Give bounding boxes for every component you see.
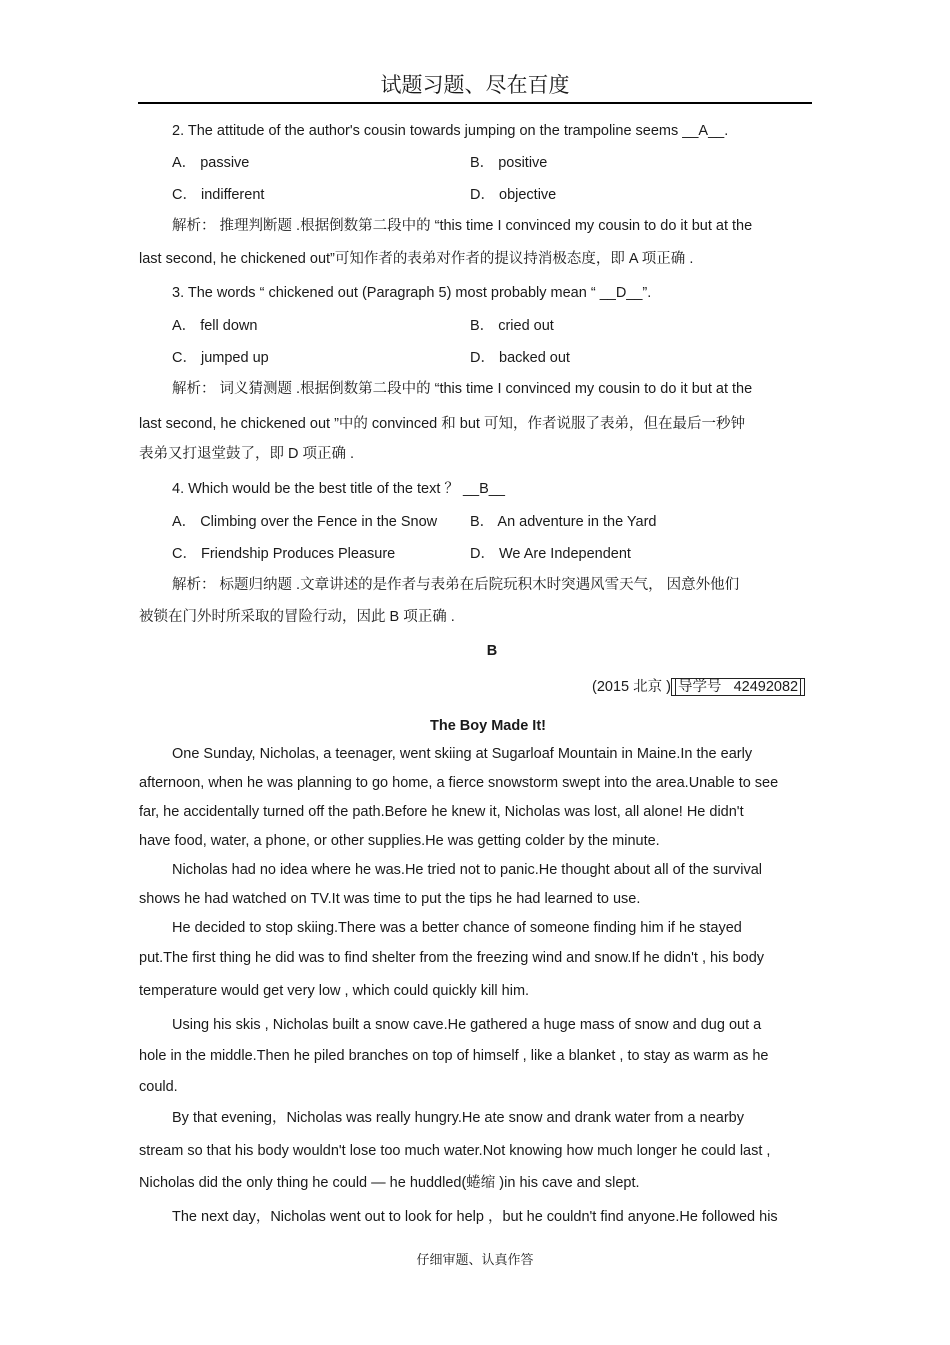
passage-line: put.The first thing he did was to find shelter from the freezing wind and snow.If he didn't , his body: [139, 950, 765, 966]
question-2-analysis-line-2: last second, he chickened out”可知作者的表弟对作者的提议持消极态度，即 A 项正确 .: [139, 251, 694, 267]
question-4-option-b: B． An adventure in the Yard: [470, 514, 657, 530]
passage-line: The next day，Nicholas went out to look for help ，but he couldn't find anyone.He followed his: [172, 1209, 778, 1225]
question-2-analysis-line-1: 解析： 推理判断题 .根据倒数第二段中的 “this time I convinced my cousin to do it but at the: [172, 218, 753, 234]
passage-line: have food, water, a phone, or other supplies.He was getting colder by the minute.: [139, 833, 660, 849]
question-4-analysis-line-1: 解析： 标题归纳题 .文章讲述的是作者与表弟在后院玩积木时突遇风雪天气， 因意外他们: [172, 577, 740, 593]
question-3-option-c: C． jumped up: [172, 350, 269, 366]
question-4-option-c: C． Friendship Produces Pleasure: [172, 546, 396, 562]
passage-title: The Boy Made It!: [429, 718, 546, 734]
passage-line: stream so that his body wouldn't lose too much water.Not knowing how much longer he could last ,: [139, 1143, 771, 1159]
page-footer: 仔细审题、认真作答: [416, 1253, 534, 1268]
source-line: [592, 678, 805, 696]
question-3-stem: 3. The words “ chickened out (Paragraph 5) most probably mean “ __D__”.: [172, 285, 652, 301]
question-2-option-c: C． indifferent: [172, 187, 265, 203]
guide-label: 导学号: [677, 679, 722, 695]
question-2-option-b: B． positive: [470, 155, 548, 171]
source-prefix: (2015 北京 ): [592, 679, 671, 695]
passage-line: Nicholas did the only thing he could — he huddled(蜷缩 )in his cave and slept.: [139, 1175, 640, 1191]
guide-number-box: [671, 678, 805, 696]
question-2-option-d: D． objective: [470, 187, 557, 203]
question-3-analysis-line-2: last second, he chickened out ”中的 convinced 和 but 可知，作者说服了表弟，但在最后一秒钟: [139, 416, 745, 432]
passage-line: far, he accidentally turned off the path.Before he knew it, Nicholas was lost, all alone! He didn't: [139, 804, 744, 820]
passage-line: afternoon, when he was planning to go home, a fierce snowstorm swept into the area.Unable to see: [139, 775, 779, 791]
question-2-stem: 2. The attitude of the author's cousin towards jumping on the trampoline seems __A__.: [172, 123, 729, 139]
passage-line: He decided to stop skiing.There was a better chance of someone finding him if he stayed: [172, 920, 742, 936]
question-3-analysis-line-3: 表弟又打退堂鼓了，即 D 项正确 .: [139, 446, 355, 462]
passage-line: Using his skis , Nicholas built a snow cave.He gathered a huge mass of snow and dug out a: [172, 1017, 762, 1033]
guide-number-inner-box: [675, 678, 801, 696]
passage-line: Nicholas had no idea where he was.He tried not to panic.He thought about all of the survival: [172, 862, 763, 878]
question-4-stem: 4. Which would be the best title of the text ？ __B__: [172, 481, 505, 497]
question-3-option-d: D． backed out: [470, 350, 570, 366]
question-4-option-a: A． Climbing over the Fence in the Snow: [172, 514, 438, 530]
page-header-title: 试题习题、尽在百度: [380, 73, 570, 97]
question-3-option-b: B． cried out: [470, 318, 554, 334]
question-4-analysis-line-2: 被锁在门外时所采取的冒险行动，因此 B 项正确 .: [139, 609, 455, 625]
header-rule: [138, 102, 812, 104]
guide-number: 42492082: [733, 679, 799, 695]
passage-line: could.: [139, 1079, 178, 1095]
section-b-label: B: [486, 643, 498, 659]
question-3-analysis-line-1: 解析： 词义猜测题 .根据倒数第二段中的 “this time I convinced my cousin to do it but at the: [172, 381, 753, 397]
passage-line: temperature would get very low , which could quickly kill him.: [139, 983, 530, 999]
question-2-option-a: A． passive: [172, 155, 250, 171]
passage-line: One Sunday, Nicholas, a teenager, went skiing at Sugarloaf Mountain in Maine.In the early: [172, 746, 753, 762]
passage-line: hole in the middle.Then he piled branches on top of himself , like a blanket , to stay as warm as he: [139, 1048, 769, 1064]
question-4-option-d: D． We Are Independent: [470, 546, 631, 562]
question-3-option-a: A． fell down: [172, 318, 258, 334]
passage-line: By that evening，Nicholas was really hungry.He ate snow and drank water from a nearby: [172, 1110, 744, 1126]
passage-line: shows he had watched on TV.It was time to put the tips he had learned to use.: [139, 891, 641, 907]
